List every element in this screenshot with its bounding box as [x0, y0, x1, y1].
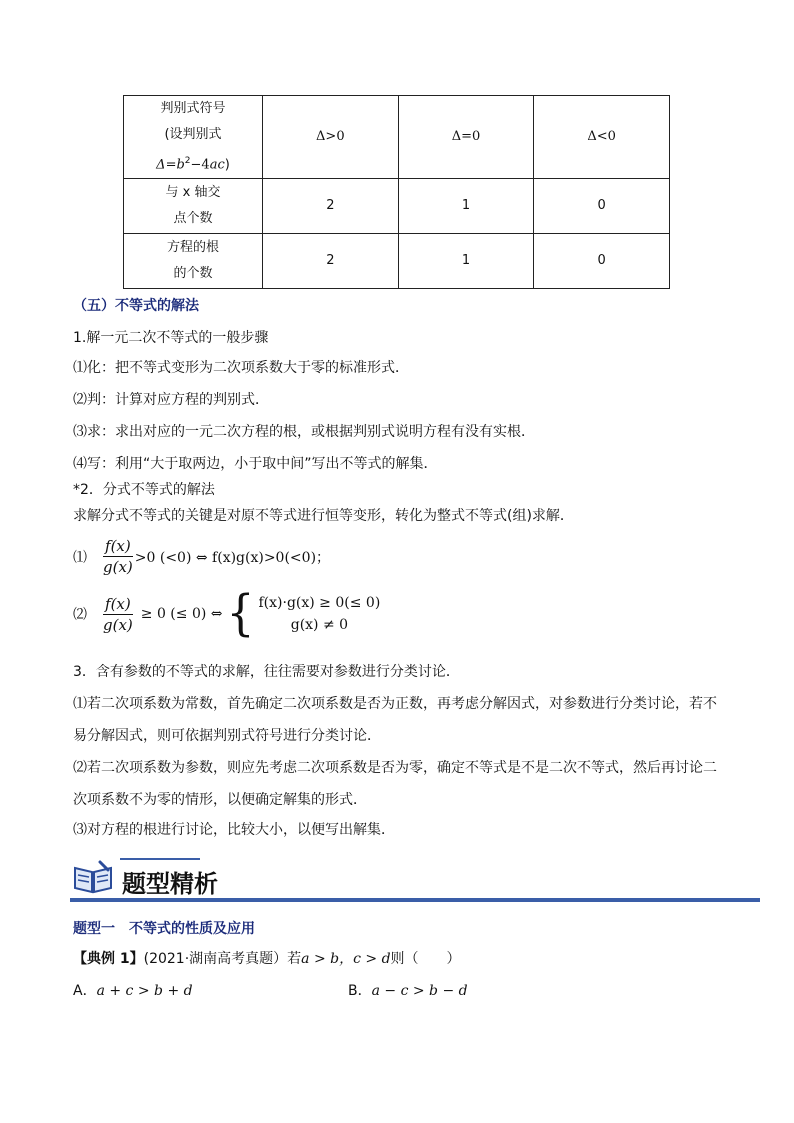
- table-cell-label: 方程的根 的个数: [124, 234, 263, 289]
- example-line: 【典例 1】(2021·湖南高考真题）若a > b，c > d则（ ）: [73, 951, 461, 967]
- paragraph-line: 次项系数不为零的情形，以便确定解集的形式．: [73, 792, 367, 808]
- option-b: B．a − c > b − d: [348, 983, 468, 999]
- table-cell: Δ<0: [534, 96, 670, 179]
- cell-text: 判别式符号: [160, 101, 226, 116]
- section-banner: [70, 856, 760, 902]
- table-cell: 2: [263, 179, 399, 234]
- question-type-heading: 题型一 不等式的性质及应用: [73, 921, 255, 937]
- table-cell: 0: [534, 179, 670, 234]
- fraction: $\frac{f(x)}{g(x)}$: [103, 537, 133, 576]
- step-text: ⑵判：计算对应方程的判别式．: [73, 392, 269, 408]
- cell-text: (设判别式: [164, 127, 222, 142]
- item-title: *2．分式不等式的解法: [73, 482, 215, 498]
- book-icon: [72, 860, 114, 894]
- table-cell: 1: [398, 234, 534, 289]
- paragraph-line: ⑴若二次项系数为常数，首先确定二次项系数是否为正数，再考虑分解因式，对参数进行分类讨论，若不: [73, 696, 717, 712]
- banner-title: 题型精析: [122, 870, 218, 898]
- table-row: [124, 179, 670, 234]
- table-cell-label: 与 x 轴交 点个数: [124, 179, 263, 234]
- table-cell: Δ>0: [263, 96, 399, 179]
- step-text: ⑷写：利用“大于取两边，小于取中间”写出不等式的解集．: [73, 456, 438, 472]
- table-cell: 2: [263, 234, 399, 289]
- discriminant-formula: $\Delta=b^2-4ac$): [156, 156, 230, 173]
- paragraph-line: ⑵若二次项系数为参数，则应先考虑二次项系数是否为零，确定不等式是不是二次不等式，然后再讨论二: [73, 760, 717, 776]
- step-text: ⑴化：把不等式变形为二次项系数大于零的标准形式．: [73, 360, 409, 376]
- table-cell: Δ=0: [398, 96, 534, 179]
- table-cell-header-label: [124, 96, 263, 179]
- table-row: [124, 234, 670, 289]
- option-a: A．a + c > b + d: [73, 983, 193, 999]
- banner-rule: [70, 898, 760, 902]
- paragraph-line: 易分解因式，则可依据判别式符号进行分类讨论．: [73, 728, 381, 744]
- paragraph-line: ⑶对方程的根进行讨论，比较大小，以便写出解集．: [73, 822, 395, 838]
- table-row: [124, 96, 670, 179]
- table-cell: 0: [534, 234, 670, 289]
- formula-1: ⑴ $\frac{f(x)}{g(x)}$ >0 (<0) ⇔ f(x)g(x)>0(<0)；: [73, 537, 331, 576]
- system-brace: { f(x)·g(x) ≥ 0(≤ 0) g(x) ≠ 0: [226, 585, 381, 642]
- item-desc: 求解分式不等式的关键是对原不等式进行恒等变形，转化为整式不等式(组)求解．: [73, 508, 574, 524]
- item-title: 1.解一元二次不等式的一般步骤: [73, 330, 269, 346]
- step-text: ⑶求：求出对应的一元二次方程的根，或根据判别式说明方程有没有实根．: [73, 424, 535, 440]
- formula-2: ⑵ $\frac{f(x)}{g(x)}$ ≥ 0 (≤ 0) ⇔ { f(x)·g(x) ≥ 0(≤ 0) g(x) ≠ 0: [73, 585, 381, 642]
- section-heading: （五）不等式的解法: [73, 298, 199, 314]
- item-title: 3．含有参数的不等式的求解，往往需要对参数进行分类讨论．: [73, 664, 460, 680]
- table-cell: 1: [398, 179, 534, 234]
- fraction: $\frac{f(x)}{g(x)}$: [103, 594, 133, 634]
- left-brace-icon: {: [226, 585, 255, 642]
- banner-top-rule: [120, 858, 200, 860]
- discriminant-table: [123, 95, 670, 289]
